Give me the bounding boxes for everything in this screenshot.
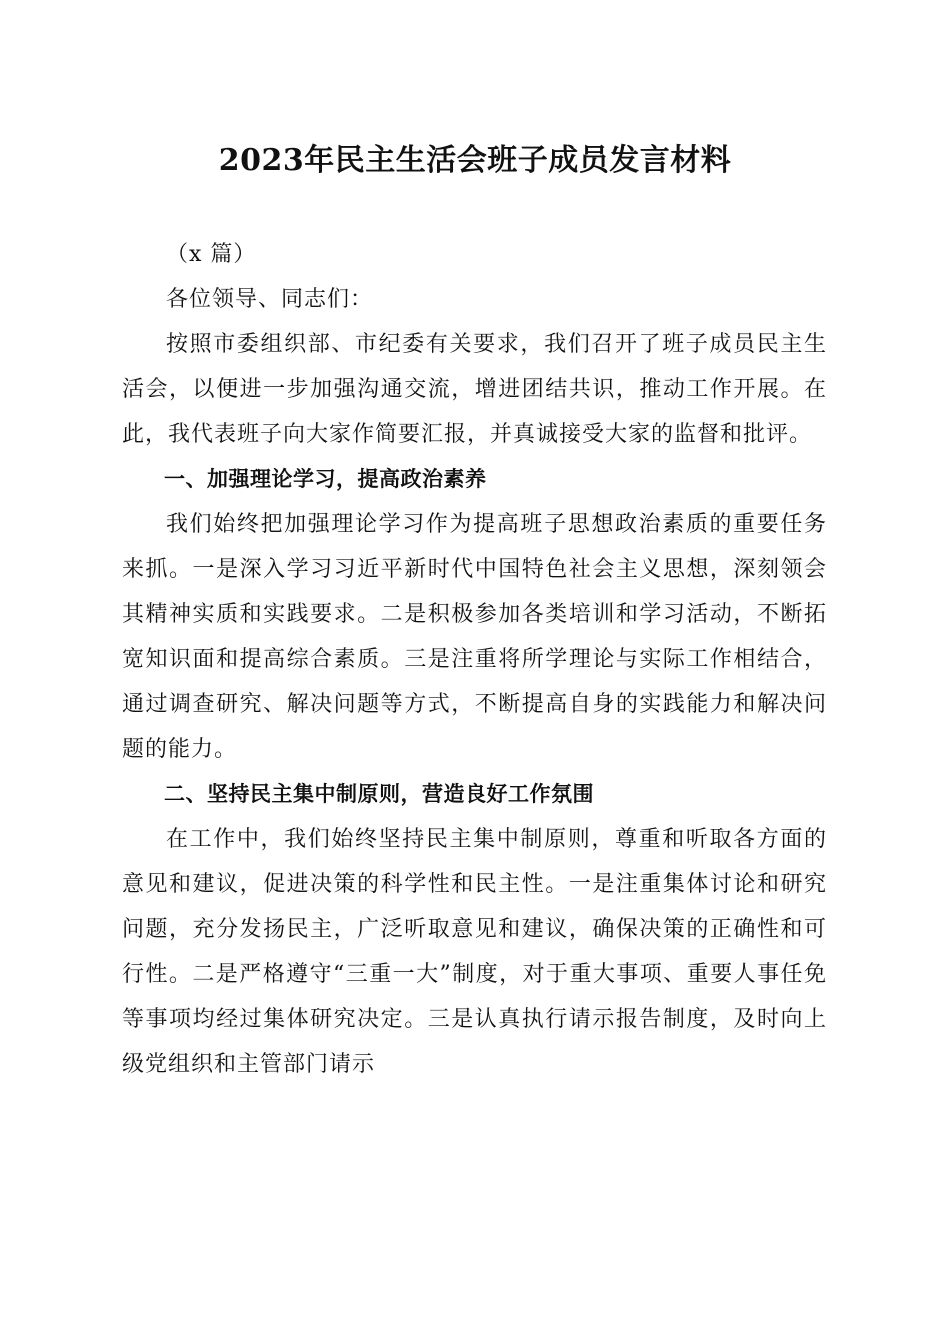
section-heading-2: 二、坚持民主集中制原则，营造良好工作氛围 bbox=[164, 782, 594, 806]
document-subtitle: （x 篇） bbox=[166, 242, 257, 267]
section-paragraph-2: 在工作中，我们始终坚持民主集中制原则，尊重和听取各方面的意见和建议，促进决策的科学性和民主性。一是注重集体讨论和研究问题，充分发扬民主，广泛听取意见和建议，确保决策的正确性和可行性。二是严格遵守“三重一大”制度，对于重大事项、重要人事任免等事项均经过集体研究决定。三是认真执行请示报告制度，及时向上级党组织和主管部门请示 bbox=[122, 827, 827, 1077]
section-paragraph-1: 我们始终把加强理论学习作为提高班子思想政治素质的重要任务来抓。一是深入学习习近平新时代中国特色社会主义思想，深刻领会其精神实质和实践要求。二是积极参加各类培训和学习活动，不断拓宽知识面和提高综合素质。三是注重将所学理论与实际工作相结合，通过调查研究、解决问题等方式，不断提高自身的实践能力和解决问题的能力。 bbox=[122, 512, 827, 762]
document-title: 2023年民主生活会班子成员发言材料 bbox=[218, 143, 732, 178]
intro-paragraph: 按照市委组织部、市纪委有关要求，我们召开了班子成员民主生活会，以便进一步加强沟通交流，增进团结共识，推动工作开展。在此，我代表班子向大家作简要汇报，并真诚接受大家的监督和批评。 bbox=[122, 332, 827, 447]
section-heading-1: 一、加强理论学习，提高政治素养 bbox=[164, 467, 487, 491]
document-body bbox=[122, 232, 827, 1087]
salutation: 各位领导、同志们： bbox=[166, 287, 374, 312]
